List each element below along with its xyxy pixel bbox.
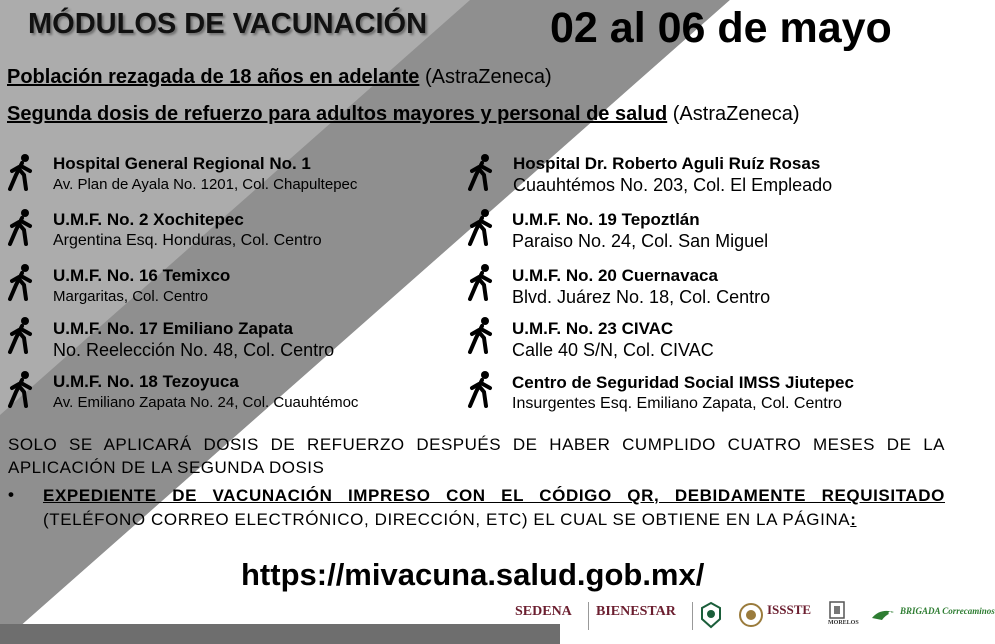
location-item [513, 153, 832, 196]
location-address: Av. Plan de Ayala No. 1201, Col. Chapultepec [53, 176, 358, 193]
population-vaccine: (AstraZeneca) [424, 66, 552, 88]
logo-divider [692, 602, 693, 630]
location-item [512, 209, 768, 252]
location-name: Hospital General Regional No. 1 [53, 154, 311, 173]
location-address: Argentina Esq. Honduras, Col. Centro [53, 232, 322, 249]
location-address: Paraiso No. 24, Col. San Miguel [512, 231, 769, 251]
location-name: U.M.F. No. 2 Xochitepec [53, 210, 244, 229]
location-name: U.M.F. No. 18 Tezoyuca [53, 372, 239, 391]
location-item [53, 318, 334, 361]
location-name: Hospital Dr. Roberto Aguli Ruíz Rosas [513, 154, 821, 173]
bienestar-logo: BIENESTAR [596, 604, 676, 619]
location-item [512, 372, 854, 415]
walking-person-icon [6, 370, 36, 408]
issste-emblem-icon [738, 602, 764, 628]
page-title: MÓDULOS DE VACUNACIÓN [28, 8, 428, 40]
logo-strip [510, 598, 995, 634]
location-item [512, 265, 770, 308]
walking-person-icon [466, 316, 496, 354]
issste-logo: ISSSTE [767, 602, 812, 617]
location-name: Centro de Seguridad Social IMSS Jiutepec [512, 373, 854, 392]
location-name: U.M.F. No. 17 Emiliano Zapata [53, 319, 293, 338]
location-address: No. Reelección No. 48, Col. Centro [53, 340, 335, 360]
website-link[interactable]: https://mivacuna.salud.gob.mx/ [241, 557, 705, 592]
population-main: Población rezagada de 18 años en adelante [7, 66, 420, 88]
requirement-colon: : [850, 510, 857, 529]
date-range: 02 al 06 de mayo [550, 4, 892, 52]
location-address: Calle 40 S/N, Col. CIVAC [512, 340, 714, 360]
location-name: U.M.F. No. 16 Temixco [53, 266, 231, 285]
walking-person-icon [466, 153, 496, 191]
walking-person-icon [466, 263, 496, 301]
requirement-rest: (TELÉFONO CORREO ELECTRÓNICO, DIRECCIÓN, ETC) EL CUAL SE OBTIENE EN LA PÁGINA [43, 510, 851, 529]
requirement-bold: EXPEDIENTE DE VACUNACIÓN IMPRESO CON EL CÓDIGO QR, DEBIDAMENTE REQUISITADO [43, 486, 945, 505]
location-name: U.M.F. No. 20 Cuernavaca [512, 266, 718, 285]
walking-person-icon [466, 370, 496, 408]
location-item [53, 153, 357, 196]
walking-person-icon [6, 263, 36, 301]
location-name: U.M.F. No. 23 CIVAC [512, 319, 674, 338]
location-item [53, 265, 230, 308]
walking-person-icon [6, 208, 36, 246]
walking-person-icon [466, 208, 496, 246]
morelos-icon [828, 600, 846, 620]
location-address: Insurgentes Esq. Emiliano Zapata, Col. Centro [512, 395, 842, 412]
location-address: Blvd. Juárez No. 18, Col. Centro [512, 287, 771, 307]
morelos-logo: MORELOS [828, 600, 859, 636]
walking-person-icon [6, 316, 36, 354]
location-item [53, 209, 322, 252]
location-name: U.M.F. No. 19 Tepoztlán [512, 210, 700, 229]
location-address: Margaritas, Col. Centro [53, 288, 209, 305]
booster-note: SOLO SE APLICARÁ DOSIS DE REFUERZO DESPUÉS DE HABER CUMPLIDO CUATRO MESES DE LA APLICACIÓN DE LA SEGUNDA DOSIS [8, 435, 945, 477]
requirement-text [43, 484, 945, 532]
location-item [512, 318, 714, 361]
population-line-2 [7, 103, 799, 126]
correcaminos-bird-icon [870, 606, 896, 624]
bullet-marker: • [8, 485, 14, 504]
population-main: Segunda dosis de refuerzo para adultos mayores y personal de salud [7, 103, 668, 125]
logo-divider [588, 602, 589, 630]
sedena-logo: SEDENA [515, 604, 572, 619]
imss-logo [699, 601, 723, 629]
location-address: Cuauhtémos No. 203, Col. El Empleado [513, 175, 833, 195]
population-vaccine: (AstraZeneca) [672, 103, 800, 125]
population-line-1 [7, 66, 552, 89]
location-item [53, 371, 358, 414]
correcaminos-logo: BRIGADA Correcaminos [900, 606, 995, 616]
walking-person-icon [6, 153, 36, 191]
location-address: Av. Emiliano Zapata No. 24, Col. Cuauhtémoc [53, 394, 359, 411]
